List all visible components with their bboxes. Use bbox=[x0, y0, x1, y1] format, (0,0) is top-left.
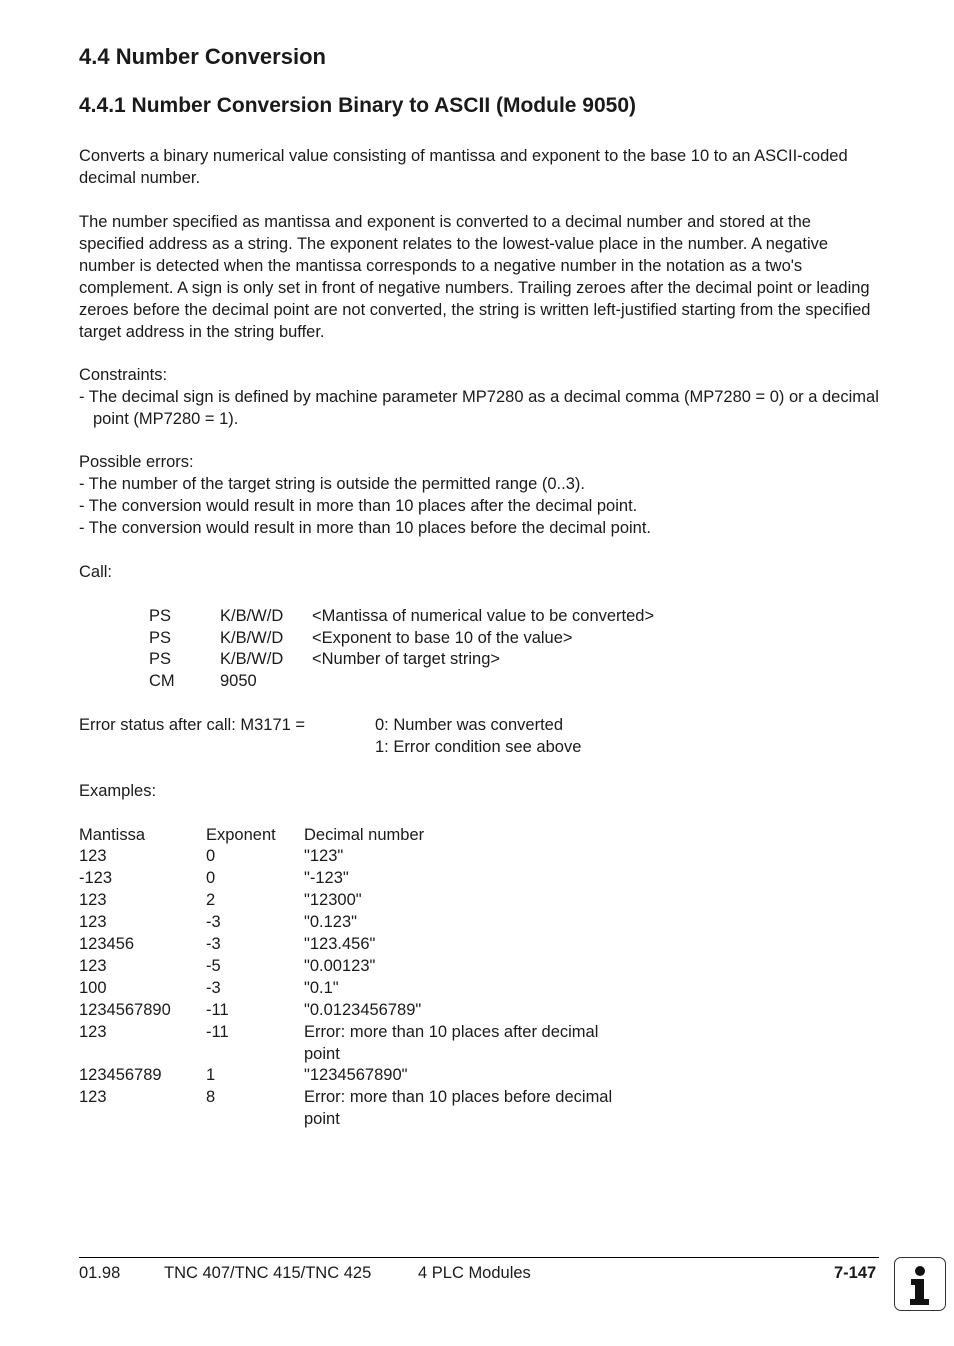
exponent-cell: 0 bbox=[206, 847, 216, 865]
exponent-cell: -3 bbox=[206, 979, 221, 997]
decimal-cell: Error: more than 10 places before decimal point bbox=[304, 1088, 613, 1128]
exponent-cell: -3 bbox=[206, 935, 221, 953]
exponent-cell: 2 bbox=[206, 891, 216, 909]
footer-chapter: 4 PLC Modules bbox=[418, 1264, 531, 1282]
error-status-value: 1: Error condition see above bbox=[375, 738, 582, 756]
call-desc: <Exponent to base 10 of the value> bbox=[312, 629, 573, 647]
footer-date: 01.98 bbox=[79, 1264, 121, 1282]
exponent-cell: -11 bbox=[206, 1001, 229, 1019]
exponent-cell: -5 bbox=[206, 957, 221, 975]
error-status-value: 0: Number was converted bbox=[375, 716, 564, 734]
mantissa-cell: 123 bbox=[79, 913, 107, 931]
decimal-cell: "0.1" bbox=[304, 979, 339, 997]
call-op: PS bbox=[149, 607, 172, 625]
call-type: K/B/W/D bbox=[220, 607, 284, 625]
mantissa-cell: 1234567890 bbox=[79, 1001, 171, 1019]
page-number: 7-147 bbox=[834, 1264, 877, 1282]
examples-heading: Examples: bbox=[79, 782, 157, 800]
mantissa-cell: 123456 bbox=[79, 935, 135, 953]
column-header: Exponent bbox=[206, 826, 276, 844]
error-item: - The conversion would result in more than 10 places before the decimal point. bbox=[79, 519, 652, 537]
mantissa-cell: 123 bbox=[79, 1088, 107, 1106]
mantissa-cell: -123 bbox=[79, 869, 113, 887]
error-status-label: Error status after call: M3171 = bbox=[79, 716, 306, 734]
mantissa-cell: 123 bbox=[79, 847, 107, 865]
decimal-cell: "1234567890" bbox=[304, 1066, 408, 1084]
constraint-item: - The decimal sign is defined by machine parameter MP7280 as a decimal comma (MP7280 = 0) or a decimal point (MP7280 = 1). bbox=[79, 388, 879, 428]
call-type: K/B/W/D bbox=[220, 629, 284, 647]
decimal-cell: "123.456" bbox=[304, 935, 376, 953]
column-header: Decimal number bbox=[304, 826, 425, 844]
info-icon[interactable] bbox=[894, 1257, 946, 1311]
call-op: CM bbox=[149, 672, 175, 690]
constraints-heading: Constraints: bbox=[79, 366, 168, 384]
call-heading: Call: bbox=[79, 563, 113, 581]
call-op: PS bbox=[149, 629, 172, 647]
errors-heading: Possible errors: bbox=[79, 453, 194, 471]
mantissa-cell: 123 bbox=[79, 957, 107, 975]
footer-divider bbox=[79, 1257, 879, 1258]
errors-section bbox=[79, 451, 879, 539]
exponent-cell: -11 bbox=[206, 1023, 229, 1041]
decimal-cell: "12300" bbox=[304, 891, 362, 909]
column-header: Mantissa bbox=[79, 826, 146, 844]
decimal-cell: "123" bbox=[304, 847, 344, 865]
mantissa-cell: 123456789 bbox=[79, 1066, 162, 1084]
exponent-cell: -3 bbox=[206, 913, 221, 931]
exponent-cell: 8 bbox=[206, 1088, 216, 1106]
call-desc: <Mantissa of numerical value to be converted> bbox=[312, 607, 655, 625]
error-item: - The number of the target string is outside the permitted range (0..3). bbox=[79, 475, 585, 493]
exponent-cell: 0 bbox=[206, 869, 216, 887]
footer-model: TNC 407/TNC 415/TNC 425 bbox=[164, 1264, 372, 1282]
decimal-cell: "0.0123456789" bbox=[304, 1001, 422, 1019]
call-type: 9050 bbox=[220, 672, 257, 690]
mantissa-cell: 123 bbox=[79, 891, 107, 909]
call-desc: <Number of target string> bbox=[312, 650, 501, 668]
error-item: - The conversion would result in more than 10 places after the decimal point. bbox=[79, 497, 638, 515]
info-icon-glyph bbox=[895, 1258, 945, 1310]
decimal-cell: "0.00123" bbox=[304, 957, 376, 975]
decimal-cell: "0.123" bbox=[304, 913, 358, 931]
description-paragraph: The number specified as mantissa and exponent is converted to a decimal number and stored at the specified address as a string. The exponent relates to the lowest-value place in the number. A negative number is detected when the mantissa corresponds to a negative number in the notation as a two's complement. A sign is only set in front of negative numbers. Trailing zeroes after the decimal point or leading zeroes before the decimal point are not converted, the string is written left-justified starting from the specified target address in the string buffer. bbox=[79, 213, 871, 341]
mantissa-cell: 123 bbox=[79, 1023, 107, 1041]
subsection-title: 4.4.1 Number Conversion Binary to ASCII (Module 9050) bbox=[79, 94, 637, 117]
constraints-section bbox=[79, 364, 879, 430]
exponent-cell: 1 bbox=[206, 1066, 216, 1084]
call-type: K/B/W/D bbox=[220, 650, 284, 668]
mantissa-cell: 100 bbox=[79, 979, 107, 997]
section-title: 4.4 Number Conversion bbox=[79, 44, 326, 69]
decimal-cell: "-123" bbox=[304, 869, 349, 887]
decimal-cell: Error: more than 10 places after decimal point bbox=[304, 1023, 599, 1063]
intro-paragraph: Converts a binary numerical value consisting of mantissa and exponent to the base 10 to an ASCII-coded decimal number. bbox=[79, 147, 848, 187]
call-op: PS bbox=[149, 650, 172, 668]
